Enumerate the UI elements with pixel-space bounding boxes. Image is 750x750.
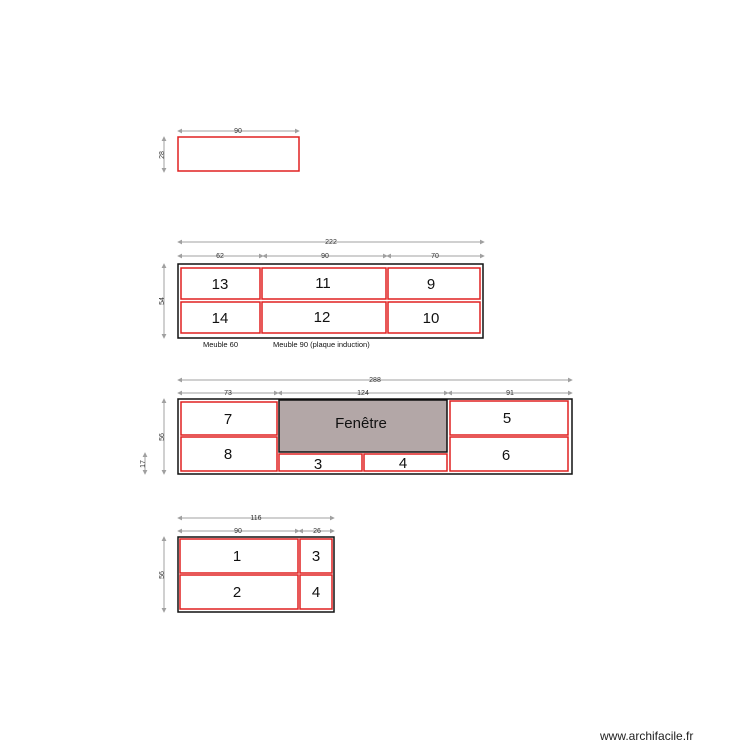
bottom-left-label: 90: [234, 528, 242, 535]
bottom-cell-1-label: 1: [232, 548, 242, 565]
window-label: Fenêtre: [335, 415, 387, 432]
upper-cell-14-label: 14: [211, 310, 229, 327]
lower-cabinet-group: [140, 377, 572, 474]
upper-left-label: 62: [216, 253, 224, 260]
lower-right-label: 91: [506, 390, 514, 397]
top-width-label: 90: [234, 128, 242, 135]
lower-sub-height-label: 17: [140, 460, 147, 468]
lower-cell-5-label: 5: [502, 410, 512, 427]
upper-height-label: 54: [159, 297, 166, 305]
lower-height-label: 56: [159, 433, 166, 441]
watermark[interactable]: www.archifacile.fr: [600, 729, 694, 743]
upper-cell-11-label: 11: [315, 275, 331, 292]
lower-cell-4-label: 4: [398, 455, 408, 472]
upper-total-label: 222: [325, 239, 337, 246]
lower-mid-label: 124: [357, 390, 369, 397]
upper-note-mid: Meuble 90 (plaque induction): [273, 340, 370, 349]
bottom-cell-4-label: 4: [311, 584, 321, 601]
bottom-height-label: 56: [159, 571, 166, 579]
upper-mid-label: 90: [321, 253, 329, 260]
bottom-right-label: 26: [313, 528, 321, 535]
upper-cell-12-label: 12: [313, 309, 331, 326]
bottom-cell-2-label: 2: [232, 584, 242, 601]
upper-cabinet-group: [159, 239, 484, 349]
lower-cell-8-label: 8: [223, 446, 233, 463]
upper-cell-10-label: 10: [422, 310, 440, 327]
upper-cell-9-label: 9: [426, 276, 436, 293]
lower-cell-3-label: 3: [313, 456, 323, 473]
top-height-label: 28: [159, 151, 166, 159]
bottom-cell-3-label: 3: [311, 548, 321, 565]
lower-left-label: 73: [224, 390, 232, 397]
top-panel-group: [159, 128, 299, 172]
bottom-cabinet-group: [159, 515, 334, 612]
upper-right-label: 70: [431, 253, 439, 260]
lower-cell-6-label: 6: [501, 447, 511, 464]
upper-note-left: Meuble 60: [203, 340, 239, 349]
upper-cell-13-label: 13: [211, 276, 229, 293]
lower-total-label: 288: [369, 377, 381, 384]
lower-cell-7-label: 7: [223, 411, 233, 428]
top-panel: [178, 137, 299, 171]
bottom-total-label: 116: [250, 515, 262, 522]
